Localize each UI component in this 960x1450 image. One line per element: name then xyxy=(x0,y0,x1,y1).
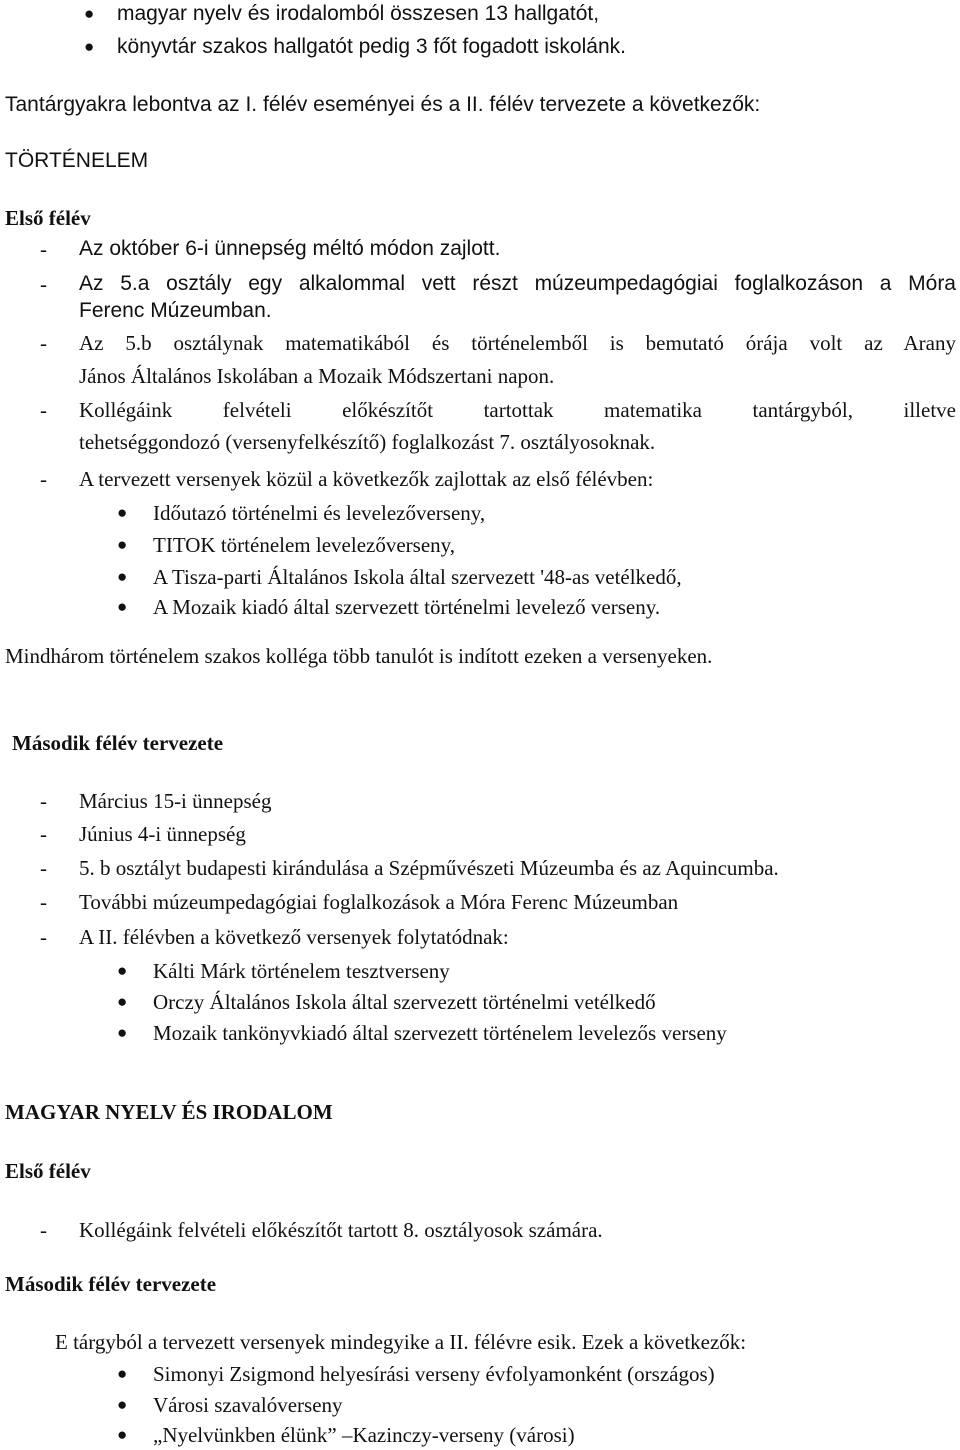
bullet-dot: ● xyxy=(117,597,128,616)
magyar-second-heading: Második félév tervezete xyxy=(5,1272,217,1296)
magyar-competition-3: „Nyelvünkben élünk” –Kazinczy-verseny (városi) xyxy=(153,1423,575,1447)
bullet-dot: ● xyxy=(117,535,128,554)
section-title-magyar: MAGYAR NYELV ÉS IRODALOM xyxy=(5,1100,333,1124)
dash-marker: - xyxy=(40,890,47,914)
competition-4: A Mozaik kiadó által szervezett történelmi levelező verseny. xyxy=(153,595,661,619)
competition-1: Időutazó történelmi és levelezőverseny, xyxy=(153,501,486,525)
intro-text: Tantárgyakra lebontva az I. félév eseményei és a II. félév tervezete a következők: xyxy=(5,93,761,116)
plan-item-5: A II. félévben a következő versenyek folytatódnak: xyxy=(79,925,509,949)
second-semester-heading: Második félév tervezete xyxy=(12,731,224,755)
magyar-item-1: Kollégáink felvételi előkészítőt tartott 8. osztályosok számára. xyxy=(79,1218,603,1242)
plan-item-3: 5. b osztályt budapesti kirándulása a Szépművészeti Múzeumba és az Aquincumba. xyxy=(79,856,779,880)
tort-item-3-line1: Az 5.b osztálynak matematikából és történelemből is bemutató órája volt az Arany xyxy=(79,331,956,355)
dash-marker: - xyxy=(40,398,47,422)
bullet-dot: ● xyxy=(117,1023,128,1042)
magyar-second-intro: E tárgyból a tervezett versenyek mindegyike a II. félévre esik. Ezek a következők: xyxy=(55,1330,747,1354)
dash-marker: - xyxy=(40,272,47,296)
magyar-competition-1: Simonyi Zsigmond helyesírási verseny évfolyamonként (országos) xyxy=(153,1362,715,1386)
plan-competition-1: Kálti Márk történelem tesztverseny xyxy=(153,959,450,983)
bullet-dot: ● xyxy=(117,503,128,522)
first-semester-heading: Első félév xyxy=(5,206,91,230)
competition-3: A Tisza-parti Általános Iskola által szervezett '48-as vetélkedő, xyxy=(153,565,682,589)
tort-item-1: Az október 6-i ünnepség méltó módon zajlott. xyxy=(79,237,501,260)
plan-item-2: Június 4-i ünnepség xyxy=(79,822,246,846)
bullet-dot: ● xyxy=(84,37,95,56)
bullet-dot: ● xyxy=(117,1364,128,1383)
tort-item-2-line2: Ferenc Múzeumban. xyxy=(79,299,272,322)
dash-marker: - xyxy=(40,925,47,949)
magyar-first-heading: Első félév xyxy=(5,1159,91,1183)
tort-item-2-line1: Az 5.a osztály egy alkalommal vett részt múzeumpedagógiai foglalkozáson a Móra xyxy=(79,272,956,295)
tort-summary: Mindhárom történelem szakos kolléga több tanulót is indított ezeken a versenyeken. xyxy=(5,644,713,668)
plan-item-1: Március 15-i ünnepség xyxy=(79,789,272,813)
dash-marker: - xyxy=(40,237,47,261)
plan-item-4: További múzeumpedagógiai foglalkozások a Móra Ferenc Múzeumban xyxy=(79,890,679,914)
top-bullet-1: magyar nyelv és irodalomból összesen 13 hallgatót, xyxy=(117,2,600,25)
bullet-dot: ● xyxy=(117,992,128,1011)
dash-marker: - xyxy=(40,1218,47,1242)
tort-item-4-line2: tehetséggondozó (versenyfelkészítő) foglalkozást 7. osztályosoknak. xyxy=(79,430,656,454)
bullet-dot: ● xyxy=(117,1425,128,1444)
magyar-competition-2: Városi szavalóverseny xyxy=(153,1393,343,1417)
plan-competition-2: Orczy Általános Iskola által szervezett történelmi vetélkedő xyxy=(153,990,656,1014)
tort-item-5: A tervezett versenyek közül a következők zajlottak az első félévben: xyxy=(79,467,654,491)
dash-marker: - xyxy=(40,331,47,355)
section-title-tortenelem: TÖRTÉNELEM xyxy=(5,149,149,172)
tort-item-4-line1: Kollégáink felvételi előkészítőt tartottak matematika tantárgyból, illetve xyxy=(79,398,956,422)
dash-marker: - xyxy=(40,856,47,880)
dash-marker: - xyxy=(40,789,47,813)
competition-2: TITOK történelem levelezőverseny, xyxy=(153,533,456,557)
dash-marker: - xyxy=(40,822,47,846)
dash-marker: - xyxy=(40,467,47,491)
bullet-dot: ● xyxy=(84,4,95,23)
plan-competition-3: Mozaik tankönyvkiadó által szervezett történelem levelezős verseny xyxy=(153,1021,727,1045)
bullet-dot: ● xyxy=(117,567,128,586)
top-bullet-2: könyvtár szakos hallgatót pedig 3 főt fogadott iskolánk. xyxy=(117,35,626,58)
bullet-dot: ● xyxy=(117,961,128,980)
bullet-dot: ● xyxy=(117,1395,128,1414)
tort-item-3-line2: János Általános Iskolában a Mozaik Módszertani napon. xyxy=(79,364,555,388)
